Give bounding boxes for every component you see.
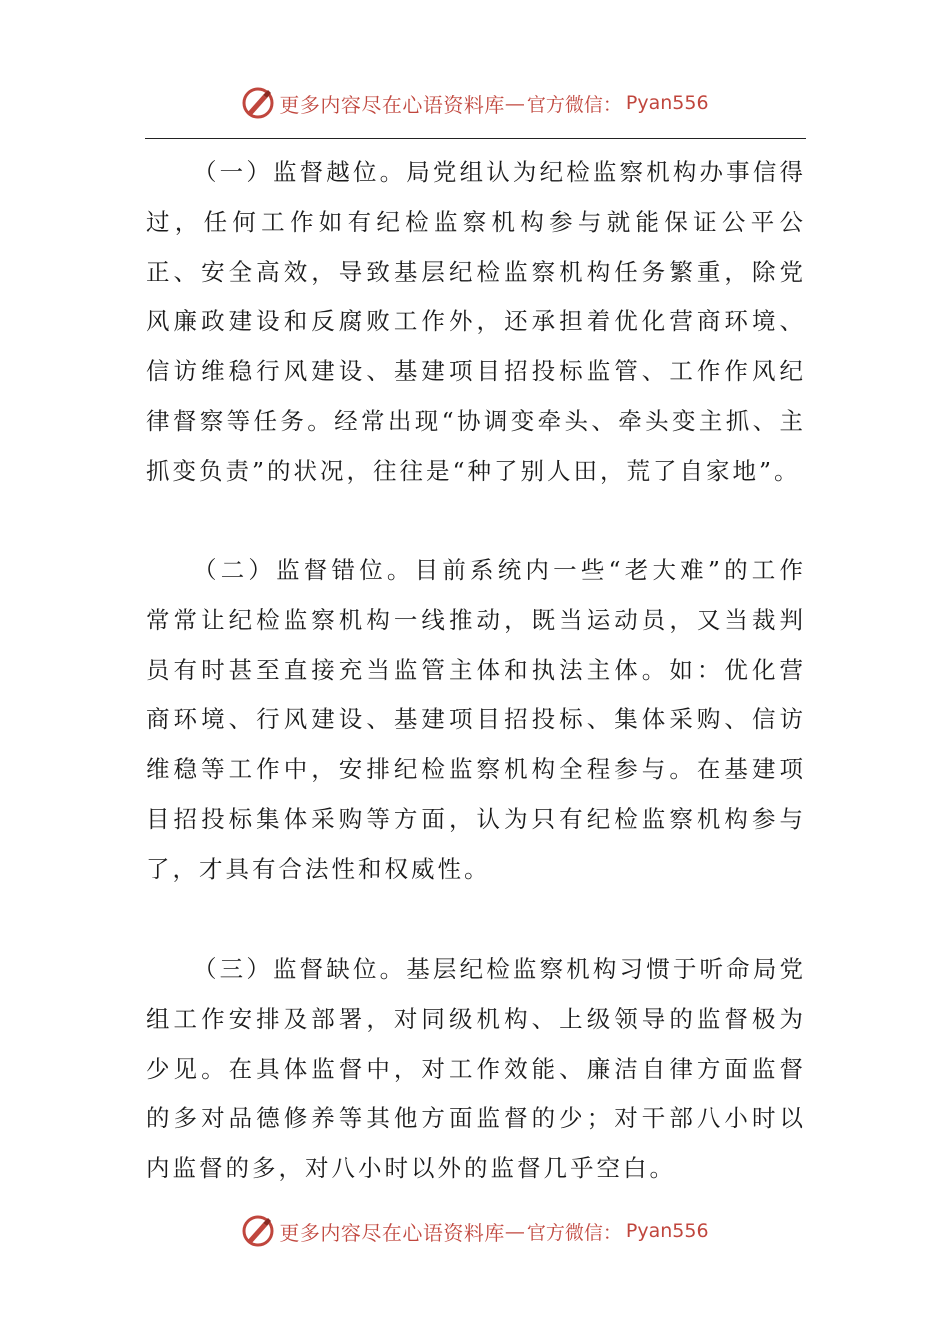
header-divider — [145, 138, 806, 139]
pen-logo-icon — [241, 1214, 275, 1248]
footer-banner — [0, 1208, 950, 1254]
footer-wechat-id: Pyan556 — [625, 1220, 709, 1242]
footer-dash: — — [504, 1219, 525, 1243]
header-brand-text: 更多内容尽在心语资料库 — [279, 92, 505, 117]
paragraph-1: （一）监督越位。局党组认为纪检监察机构办事信得过，任何工作如有纪检监察机构参与就能保证公平公正、安全高效，导致基层纪检监察机构任务繁重，除党风廉政建设和反腐败工作外，还承担着优化营商环境、信访维稳行风建设、基建项目招投标监管、工作作风纪律督察等任务。经常出现“协调变牵头、牵头变主抓、主抓变负责”的状况，往往是“种了别人田，荒了自家地”。 — [146, 158, 806, 485]
header-banner — [0, 80, 950, 126]
footer-brand-text: 更多内容尽在心语资料库 — [279, 1220, 505, 1245]
header-dash: — — [504, 91, 525, 115]
paragraph-2: （二）监督错位。目前系统内一些“老大难”的工作常常让纪检监察机构一线推动，既当运动员，又当裁判员有时甚至直接充当监管主体和执法主体。如：优化营商环境、行风建设、基建项目招投标、集体采购、信访维稳等工作中，安排纪检监察机构全程参与。在基建项目招投标集体采购等方面，认为只有纪检监察机构参与了，才具有合法性和权威性。 — [146, 556, 806, 883]
pen-logo-icon — [241, 86, 275, 120]
header-wechat-id: Pyan556 — [625, 92, 709, 114]
footer-wechat-label: 官方微信： — [526, 1221, 622, 1244]
header-wechat-label: 官方微信： — [526, 93, 622, 116]
paragraph-3: （三）监督缺位。基层纪检监察机构习惯于听命局党组工作安排及部署，对同级机构、上级领导的监督极为少见。在具体监督中，对工作效能、廉洁自律方面监督的多对品德修养等其他方面监督的少；对干部八小时以内监督的多，对八小时以外的监督几乎空白。 — [146, 955, 806, 1183]
